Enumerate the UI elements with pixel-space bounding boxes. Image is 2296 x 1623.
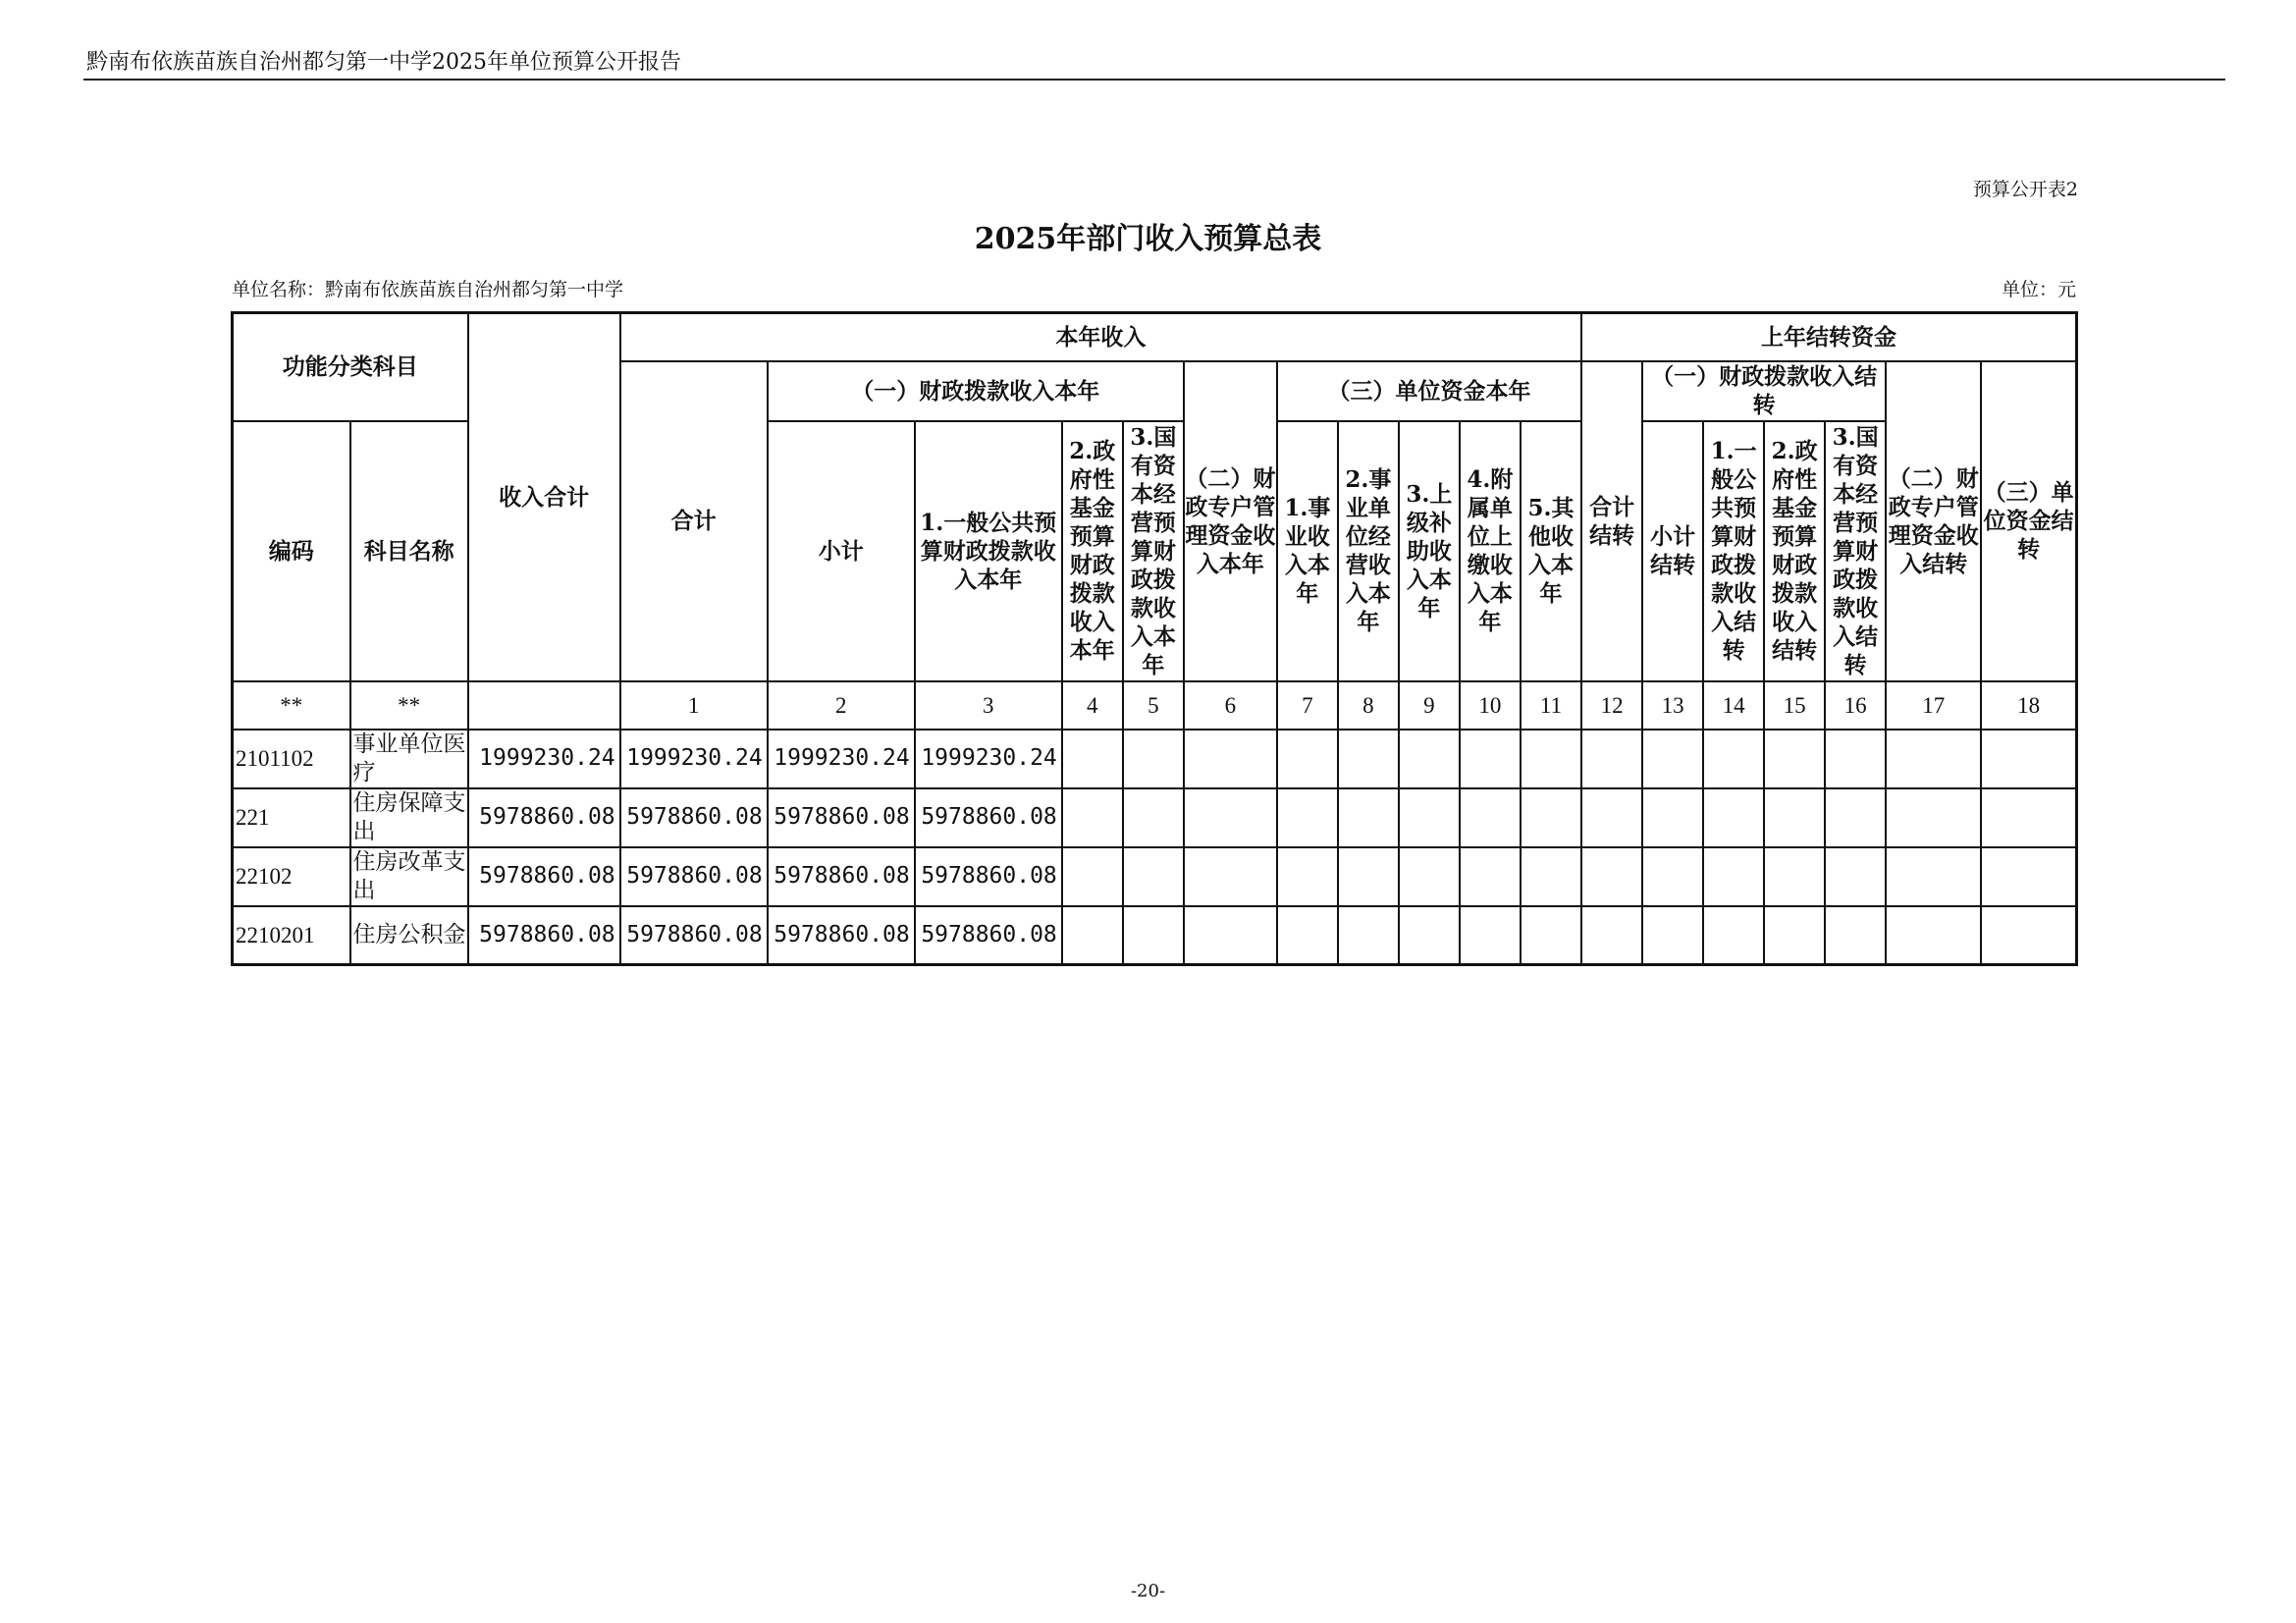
empty-cell: [1764, 847, 1825, 906]
table-row: [233, 788, 2077, 847]
empty-cell: [1123, 788, 1184, 847]
index-cell: [468, 681, 620, 730]
empty-cell: [1703, 847, 1764, 906]
empty-cell: [1581, 847, 1642, 906]
empty-cell: [1338, 906, 1399, 965]
cy-special-header: （二）财政专户管理资金收入本年: [1184, 361, 1277, 681]
empty-cell: [1825, 730, 1886, 788]
cy-fiscal-group-header: （一）财政拨款收入本年: [768, 361, 1184, 421]
empty-cell: [1981, 847, 2076, 906]
empty-cell: [1338, 788, 1399, 847]
py-subtotal-header: 小计结转: [1642, 421, 1703, 681]
index-cell: 5: [1123, 681, 1184, 730]
table-row: [233, 847, 2077, 906]
cy-general-cell: 1999230.24: [915, 730, 1062, 788]
subject-name-cell: 住房公积金: [350, 906, 468, 965]
py-total-header: 合计结转: [1581, 361, 1642, 681]
income-total-cell: 5978860.08: [468, 906, 620, 965]
unit-label: 单位：元: [2001, 279, 2076, 300]
cy-general-header: 1.一般公共预算财政拨款收入本年: [915, 421, 1062, 681]
empty-cell: [1825, 906, 1886, 965]
empty-cell: [1886, 730, 1981, 788]
prior-year-carryover-header: 上年结转资金: [1581, 313, 2076, 361]
income-total-cell: 5978860.08: [468, 788, 620, 847]
index-cell: 1: [620, 681, 768, 730]
empty-cell: [1521, 906, 1581, 965]
index-cell: 8: [1338, 681, 1399, 730]
cy-total-cell: 5978860.08: [620, 788, 768, 847]
income-total-header: 收入合计: [468, 313, 620, 681]
cy-general-cell: 5978860.08: [915, 906, 1062, 965]
index-cell: 10: [1460, 681, 1521, 730]
index-cell: 16: [1825, 681, 1886, 730]
subject-name-cell: 住房改革支出: [350, 847, 468, 906]
code-cell: 22102: [233, 847, 350, 906]
empty-cell: [1399, 847, 1460, 906]
cy-state-capital-header: 3.国有资本经营预算财政拨款收入本年: [1123, 421, 1184, 681]
page-title: 2025年部门收入预算总表: [974, 222, 1322, 256]
subject-name-cell: 事业单位医疗: [350, 730, 468, 788]
empty-cell: [1886, 847, 1981, 906]
empty-cell: [1703, 788, 1764, 847]
cy-general-cell: 5978860.08: [915, 847, 1062, 906]
unit-name-label: 单位名称：黔南布依族苗族自治州都匀第一中学: [232, 279, 624, 300]
cy-affiliated-header: 4.附属单位上缴收入本年: [1460, 421, 1521, 681]
index-cell: 2: [768, 681, 915, 730]
cy-total-cell: 5978860.08: [620, 906, 768, 965]
empty-cell: [1062, 788, 1123, 847]
empty-cell: [1825, 847, 1886, 906]
cy-unit-group-header: （三）单位资金本年: [1277, 361, 1581, 421]
empty-cell: [1277, 730, 1338, 788]
empty-cell: [1062, 906, 1123, 965]
index-row: [233, 681, 2077, 730]
empty-cell: [1521, 788, 1581, 847]
empty-cell: [1581, 906, 1642, 965]
index-cell: 12: [1581, 681, 1642, 730]
subject-name-cell: 住房保障支出: [350, 788, 468, 847]
code-cell: 221: [233, 788, 350, 847]
income-budget-table: [231, 311, 2078, 966]
code-cell: 2101102: [233, 730, 350, 788]
cy-general-cell: 5978860.08: [915, 788, 1062, 847]
py-general-header: 1.一般公共预算财政拨款收入结转: [1703, 421, 1764, 681]
empty-cell: [1521, 730, 1581, 788]
index-cell: 11: [1521, 681, 1581, 730]
empty-cell: [1460, 788, 1521, 847]
cy-operating-header: 2.事业单位经营收入本年: [1338, 421, 1399, 681]
index-cell: 4: [1062, 681, 1123, 730]
empty-cell: [1184, 730, 1277, 788]
empty-cell: [1277, 847, 1338, 906]
empty-cell: [1981, 906, 2076, 965]
py-gov-fund-header: 2.政府性基金预算财政拨款收入结转: [1764, 421, 1825, 681]
empty-cell: [1703, 730, 1764, 788]
cy-other-header: 5.其他收入本年: [1521, 421, 1581, 681]
cy-subtotal-cell: 5978860.08: [768, 906, 915, 965]
index-cell: 17: [1886, 681, 1981, 730]
empty-cell: [1981, 788, 2076, 847]
cy-subsidy-header: 3.上级补助收入本年: [1399, 421, 1460, 681]
running-header: 黔南布依族苗族自治州都匀第一中学2025年单位预算公开报告: [86, 50, 681, 75]
table-number: 预算公开表2: [1972, 179, 2078, 200]
empty-cell: [1642, 730, 1703, 788]
code-cell: 2210201: [233, 906, 350, 965]
index-cell: 14: [1703, 681, 1764, 730]
index-cell: 7: [1277, 681, 1338, 730]
py-state-capital-header: 3.国有资本经营预算财政拨款收入结转: [1825, 421, 1886, 681]
cy-total-header: 合计: [620, 361, 768, 681]
empty-cell: [1123, 730, 1184, 788]
empty-cell: [1521, 847, 1581, 906]
index-cell: 15: [1764, 681, 1825, 730]
table-row: [233, 730, 2077, 788]
table-row: [233, 906, 2077, 965]
empty-cell: [1460, 730, 1521, 788]
empty-cell: [1399, 906, 1460, 965]
empty-cell: [1399, 788, 1460, 847]
empty-cell: [1764, 906, 1825, 965]
empty-cell: [1981, 730, 2076, 788]
empty-cell: [1277, 788, 1338, 847]
cy-total-cell: 5978860.08: [620, 847, 768, 906]
index-cell: 3: [915, 681, 1062, 730]
empty-cell: [1123, 906, 1184, 965]
cy-subtotal-cell: 1999230.24: [768, 730, 915, 788]
index-cell: 6: [1184, 681, 1277, 730]
py-fiscal-group-header: （一）财政拨款收入结转: [1642, 361, 1886, 421]
empty-cell: [1764, 788, 1825, 847]
subject-name-header: 科目名称: [350, 421, 468, 681]
page-number: -20-: [1130, 1581, 1166, 1601]
empty-cell: [1581, 788, 1642, 847]
empty-cell: [1184, 847, 1277, 906]
empty-cell: [1277, 906, 1338, 965]
empty-cell: [1825, 788, 1886, 847]
cy-subtotal-cell: 5978860.08: [768, 847, 915, 906]
empty-cell: [1338, 730, 1399, 788]
index-cell: 18: [1981, 681, 2076, 730]
empty-cell: [1703, 906, 1764, 965]
code-header: 编码: [233, 421, 350, 681]
empty-cell: [1642, 788, 1703, 847]
cy-gov-fund-header: 2.政府性基金预算财政拨款收入本年: [1062, 421, 1123, 681]
empty-cell: [1062, 730, 1123, 788]
empty-cell: [1460, 847, 1521, 906]
index-cell: 13: [1642, 681, 1703, 730]
cy-business-header: 1.事业收入本年: [1277, 421, 1338, 681]
empty-cell: [1460, 906, 1521, 965]
empty-cell: [1184, 788, 1277, 847]
cy-total-cell: 1999230.24: [620, 730, 768, 788]
empty-cell: [1123, 847, 1184, 906]
empty-cell: [1338, 847, 1399, 906]
py-unit-header: （三）单位资金结转: [1981, 361, 2076, 681]
cy-subtotal-header: 小计: [768, 421, 915, 681]
py-special-header: （二）财政专户管理资金收入结转: [1886, 361, 1981, 681]
empty-cell: [1642, 847, 1703, 906]
empty-cell: [1399, 730, 1460, 788]
empty-cell: [1886, 906, 1981, 965]
income-total-cell: 5978860.08: [468, 847, 620, 906]
empty-cell: [1062, 847, 1123, 906]
cy-subtotal-cell: 5978860.08: [768, 788, 915, 847]
index-cell: 9: [1399, 681, 1460, 730]
func-class-header: 功能分类科目: [233, 313, 468, 421]
empty-cell: [1184, 906, 1277, 965]
empty-cell: [1581, 730, 1642, 788]
empty-cell: [1764, 730, 1825, 788]
income-total-cell: 1999230.24: [468, 730, 620, 788]
index-cell: **: [350, 681, 468, 730]
empty-cell: [1642, 906, 1703, 965]
empty-cell: [1886, 788, 1981, 847]
header-rule: [83, 79, 2225, 81]
current-year-income-header: 本年收入: [620, 313, 1581, 361]
index-cell: **: [233, 681, 350, 730]
